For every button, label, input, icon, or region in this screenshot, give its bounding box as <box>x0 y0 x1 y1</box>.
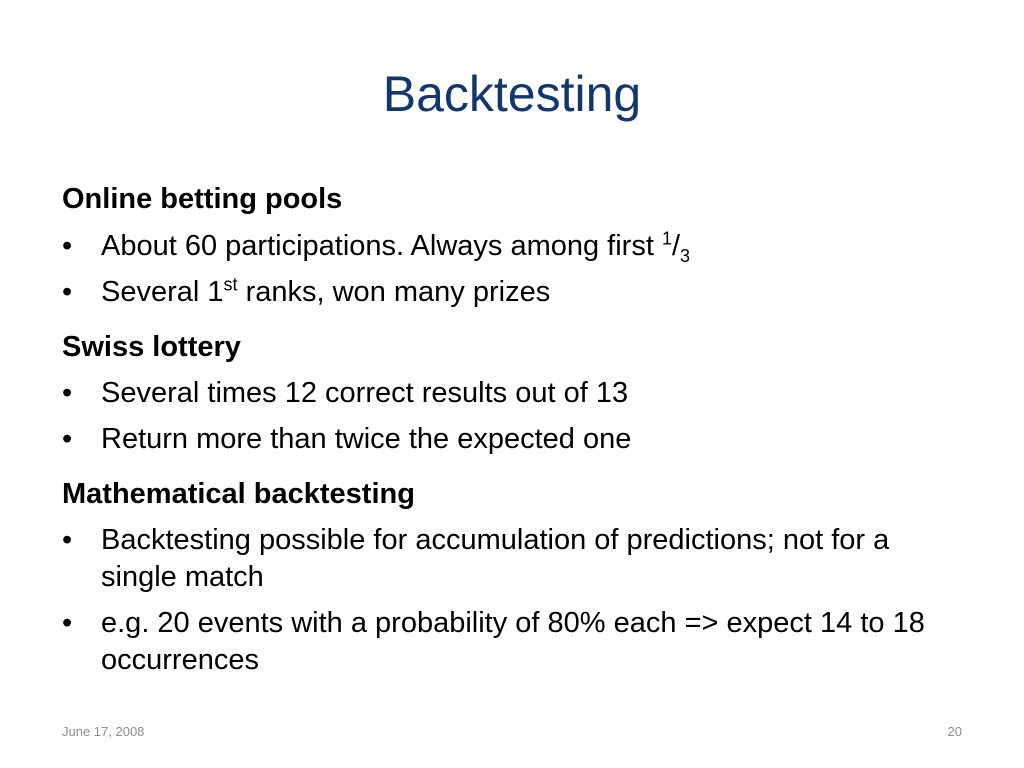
bullet-text-slash: / <box>671 230 681 262</box>
bullet-text <box>101 274 972 311</box>
bullet-text-rest: ranks, won many prizes <box>237 276 551 308</box>
bullet-superscript: 1 <box>661 228 672 249</box>
section-heading-swiss-lottery: Swiss lottery <box>62 331 241 363</box>
bullet-item <box>62 522 972 596</box>
bullet-dot: • <box>62 230 73 262</box>
bullet-text-main: About 60 participations. Always among first <box>101 230 662 262</box>
bullet-item <box>62 605 972 679</box>
bullet-text <box>101 228 972 265</box>
bullet-dot: • <box>62 276 73 308</box>
bullet-text: Several times 12 correct results out of 13 <box>101 377 629 409</box>
bullet-subscript: 3 <box>680 245 691 266</box>
section-heading-mathematical-backtesting: Mathematical backtesting <box>62 478 415 510</box>
bullet-text: e.g. 20 events with a probability of 80% each => expect 14 to 18 occurrences <box>101 607 925 676</box>
bullet-text: Backtesting possible for accumulation of predictions; not for a single match <box>101 524 890 593</box>
footer-page-number: 20 <box>947 724 962 739</box>
bullet-item <box>62 421 972 458</box>
bullet-item <box>62 228 972 265</box>
bullet-text: Return more than twice the expected one <box>101 423 632 455</box>
bullet-dot: • <box>62 607 73 639</box>
bullet-dot: • <box>62 423 73 455</box>
bullet-text-main: Several 1 <box>101 276 224 308</box>
bullet-item <box>62 274 972 311</box>
section-heading-online-betting-pools: Online betting pools <box>62 183 343 215</box>
slide-title: Backtesting <box>382 66 642 122</box>
bullet-item <box>62 375 972 412</box>
footer-date: June 17, 2008 <box>62 724 145 739</box>
bullet-superscript: st <box>223 274 238 295</box>
bullet-dot: • <box>62 377 73 409</box>
bullet-dot: • <box>62 524 73 556</box>
